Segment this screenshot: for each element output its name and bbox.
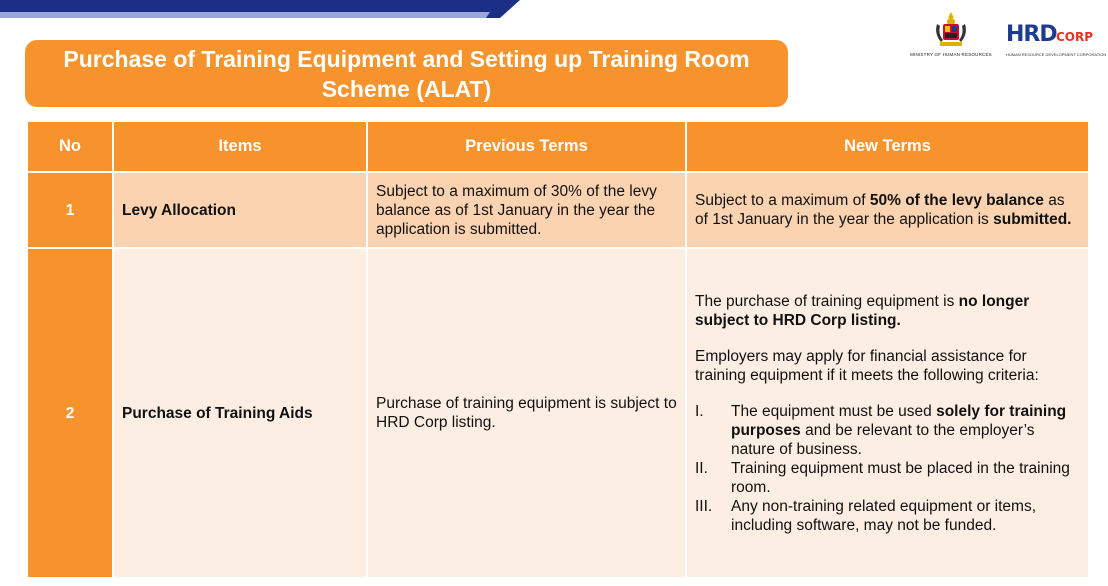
criteria-number: III. <box>695 497 713 515</box>
criteria-item <box>695 402 1080 459</box>
header-previous-terms: Previous Terms <box>367 121 686 172</box>
new-terms-text: Subject to a maximum of <box>695 192 870 209</box>
new-terms-text: The purchase of training equipment is <box>695 292 959 310</box>
corp-wordmark: CORP <box>1056 30 1094 44</box>
previous-terms-cell: Subject to a maximum of 30% of the levy balance as of 1st January in the year the application is submitted. <box>367 172 686 248</box>
previous-terms-cell: Purchase of training equipment is subject to HRD Corp listing. <box>367 248 686 578</box>
logos <box>910 10 1107 66</box>
item-name: Purchase of Training Aids <box>113 248 367 578</box>
terms-table <box>26 120 1090 579</box>
new-terms-paragraph: Employers may apply for financial assistance for training equipment if it meets the following criteria: <box>695 347 1039 384</box>
table-row <box>27 172 1089 248</box>
hrdcorp-logo <box>1006 22 1107 62</box>
criteria-number: II. <box>695 459 708 477</box>
criteria-list <box>695 402 1080 535</box>
item-name: Levy Allocation <box>113 172 367 248</box>
table-row <box>27 248 1089 578</box>
new-terms-highlight: no longer subject to HRD Corp listing. <box>695 292 1030 329</box>
criteria-text-part: The equipment must be used <box>731 402 937 420</box>
header-items: Items <box>113 121 367 172</box>
new-terms-highlight: submitted. <box>993 211 1072 228</box>
title-banner <box>25 40 788 107</box>
row-number: 1 <box>27 172 113 248</box>
criteria-item <box>695 459 1080 497</box>
hrd-wordmark: HRD <box>1006 22 1057 47</box>
new-terms-paragraph <box>695 292 1080 330</box>
table-header-row <box>27 121 1089 172</box>
hrdcorp-caption: HUMAN RESOURCE DEVELOPMENT CORPORATION <box>1006 52 1107 57</box>
new-terms-text: as of 1st January in the year the application is <box>695 192 1065 228</box>
new-terms-cell <box>686 172 1089 248</box>
criteria-highlight: solely for training purposes <box>731 402 1067 439</box>
top-decorative-bar <box>0 0 520 18</box>
ministry-logo <box>910 10 992 66</box>
criteria-text: Any non-training related equipment or items, including software, may not be funded. <box>731 497 1036 534</box>
new-terms-cell <box>686 248 1089 578</box>
criteria-text <box>731 402 1080 459</box>
header-no: No <box>27 121 113 172</box>
new-terms-highlight: 50% of the levy balance <box>869 192 1044 209</box>
coat-of-arms-icon <box>931 10 971 50</box>
ministry-caption: MINISTRY OF HUMAN RESOURCES <box>910 52 992 57</box>
criteria-item <box>695 497 1080 535</box>
header-new-terms: New Terms <box>686 121 1089 172</box>
page-title: Purchase of Training Equipment and Setting up Training Room Scheme (ALAT) <box>63 45 750 102</box>
criteria-number: I. <box>695 402 704 420</box>
row-number: 2 <box>27 248 113 578</box>
criteria-text-part: and be relevant to the employer’s nature of business. <box>731 421 1035 458</box>
criteria-text: Training equipment must be placed in the training room. <box>731 459 1070 496</box>
